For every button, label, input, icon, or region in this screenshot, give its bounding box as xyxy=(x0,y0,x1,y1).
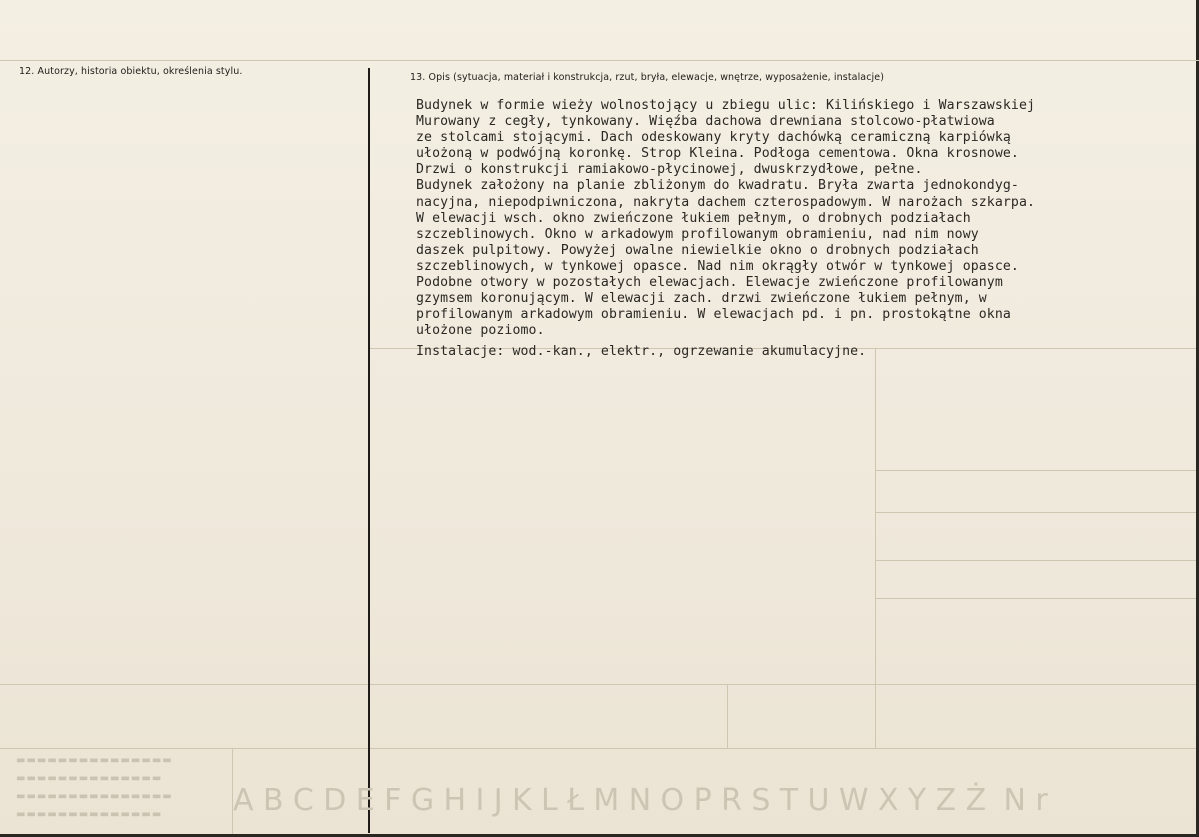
rule-top xyxy=(0,60,1199,61)
alphabet-index-strip xyxy=(233,770,1057,830)
index-letter: T xyxy=(779,782,808,818)
description-line: Budynek w formie wieży wolnostojący u zbiegu ulic: Kilińskiego i Warszawskiej xyxy=(416,98,1036,113)
rule-lower xyxy=(0,684,1196,685)
index-letter: Z xyxy=(935,782,966,818)
field-13-label: 13. Opis (sytuacja, materiał i konstrukcja, rzut, bryła, elewacje, wnętrze, wyposażenie, instalacje) xyxy=(410,72,885,83)
stamp-ghost-line: ▬▬▬▬▬▬▬▬▬▬▬▬▬▬ xyxy=(16,809,163,820)
description-line: szczeblinowych, w tynkowej opasce. Nad nim okrągły otwór w tynkowej opasce. xyxy=(416,258,1019,274)
index-letter: X xyxy=(877,782,908,818)
index-letter: K xyxy=(511,782,542,818)
index-letter: M xyxy=(593,782,629,818)
index-letter: H xyxy=(443,782,476,818)
index-letter: R xyxy=(721,782,752,818)
index-letter: W xyxy=(838,782,878,818)
description-line: W elewacji wsch. okno zwieńczone łukiem pełnym, o drobnych podziałach xyxy=(416,210,971,226)
description-line: Murowany z cegły, tynkowany. Więźba dachowa drewniana stolcowo-płatwiowa xyxy=(416,114,995,130)
description-line: ułożoną w podwójną koronkę. Strop Kleina. Podłoga cementowa. Okna krosnowe. xyxy=(416,146,1019,162)
index-letter: P xyxy=(693,782,722,818)
stamp-ghost-line: ▬▬▬▬▬▬▬▬▬▬▬▬▬▬ xyxy=(16,773,163,784)
index-letter: S xyxy=(751,782,780,818)
description-text xyxy=(416,98,1196,361)
description-line: nacyjna, niepodpiwniczona, nakryta dachem czterospadowym. W narożach szkarpa. xyxy=(416,194,1036,210)
installations-line: Instalacje: wod.-kan., elektr., ogrzewanie akumulacyjne. xyxy=(416,344,867,360)
description-line: Podobne otwory w pozostałych elewacjach. Elewacje zwieńczone profilowanym xyxy=(416,275,1003,291)
index-letter: I xyxy=(475,782,494,818)
rule-right-3 xyxy=(875,560,1196,561)
index-letter: U xyxy=(807,782,839,818)
rule-right-4 xyxy=(875,598,1196,599)
column-divider xyxy=(368,68,370,833)
description-line: gzymsem koronującym. W elewacji zach. drzwi zwieńczone łukiem pełnym, w xyxy=(416,291,987,307)
description-line: ułożone poziomo. xyxy=(416,323,545,339)
index-letter: D xyxy=(323,782,356,818)
index-letter: Ż xyxy=(965,782,996,818)
index-number-mark: Nr xyxy=(1003,782,1058,818)
index-letter: Y xyxy=(907,782,936,818)
index-letter: C xyxy=(292,782,324,818)
field-12-label: 12. Autorzy, historia obiektu, określenia stylu. xyxy=(19,66,243,77)
index-letter: G xyxy=(410,782,444,818)
index-letter: A xyxy=(233,782,263,818)
stamp-ghost-line: ▬▬▬▬▬▬▬▬▬▬▬▬▬▬▬ xyxy=(16,791,173,802)
description-line: szczeblinowych. Okno w arkadowym profilowanym obramieniu, nad nim nowy xyxy=(416,226,979,242)
index-letter: B xyxy=(262,782,293,818)
index-letter: Ł xyxy=(567,782,594,818)
rule-vert-right xyxy=(875,348,876,748)
index-letter: F xyxy=(384,782,411,818)
description-line: Budynek założony na planie zbliżonym do kwadratu. Bryła zwarta jednokondyg- xyxy=(416,178,1019,194)
index-letter: L xyxy=(541,782,568,818)
description-line: profilowanym arkadowym obramieniu. W elewacjach pd. i pn. prostokątne okna xyxy=(416,307,1011,323)
description-line: Drzwi o konstrukcji ramiakowo-płycinowej, dwuskrzydłowe, pełne. xyxy=(416,162,923,178)
index-letter: O xyxy=(660,782,694,818)
description-line: ze stolcami stojącymi. Dach odeskowany kryty dachówką ceramiczną karpiówką xyxy=(416,130,1011,146)
rule-index xyxy=(0,748,1196,749)
description-line: daszek pulpitowy. Powyżej owalne niewielkie okno o drobnych podziałach xyxy=(416,242,979,258)
stamp-ghost-line: ▬▬▬▬▬▬▬▬▬▬▬▬▬▬▬ xyxy=(16,755,173,766)
index-letter: E xyxy=(355,782,385,818)
index-letter: N xyxy=(628,782,661,818)
rule-right-1 xyxy=(875,470,1196,471)
rule-right-2 xyxy=(875,512,1196,513)
index-letter: J xyxy=(493,782,512,818)
rule-vert-lower xyxy=(727,684,728,748)
